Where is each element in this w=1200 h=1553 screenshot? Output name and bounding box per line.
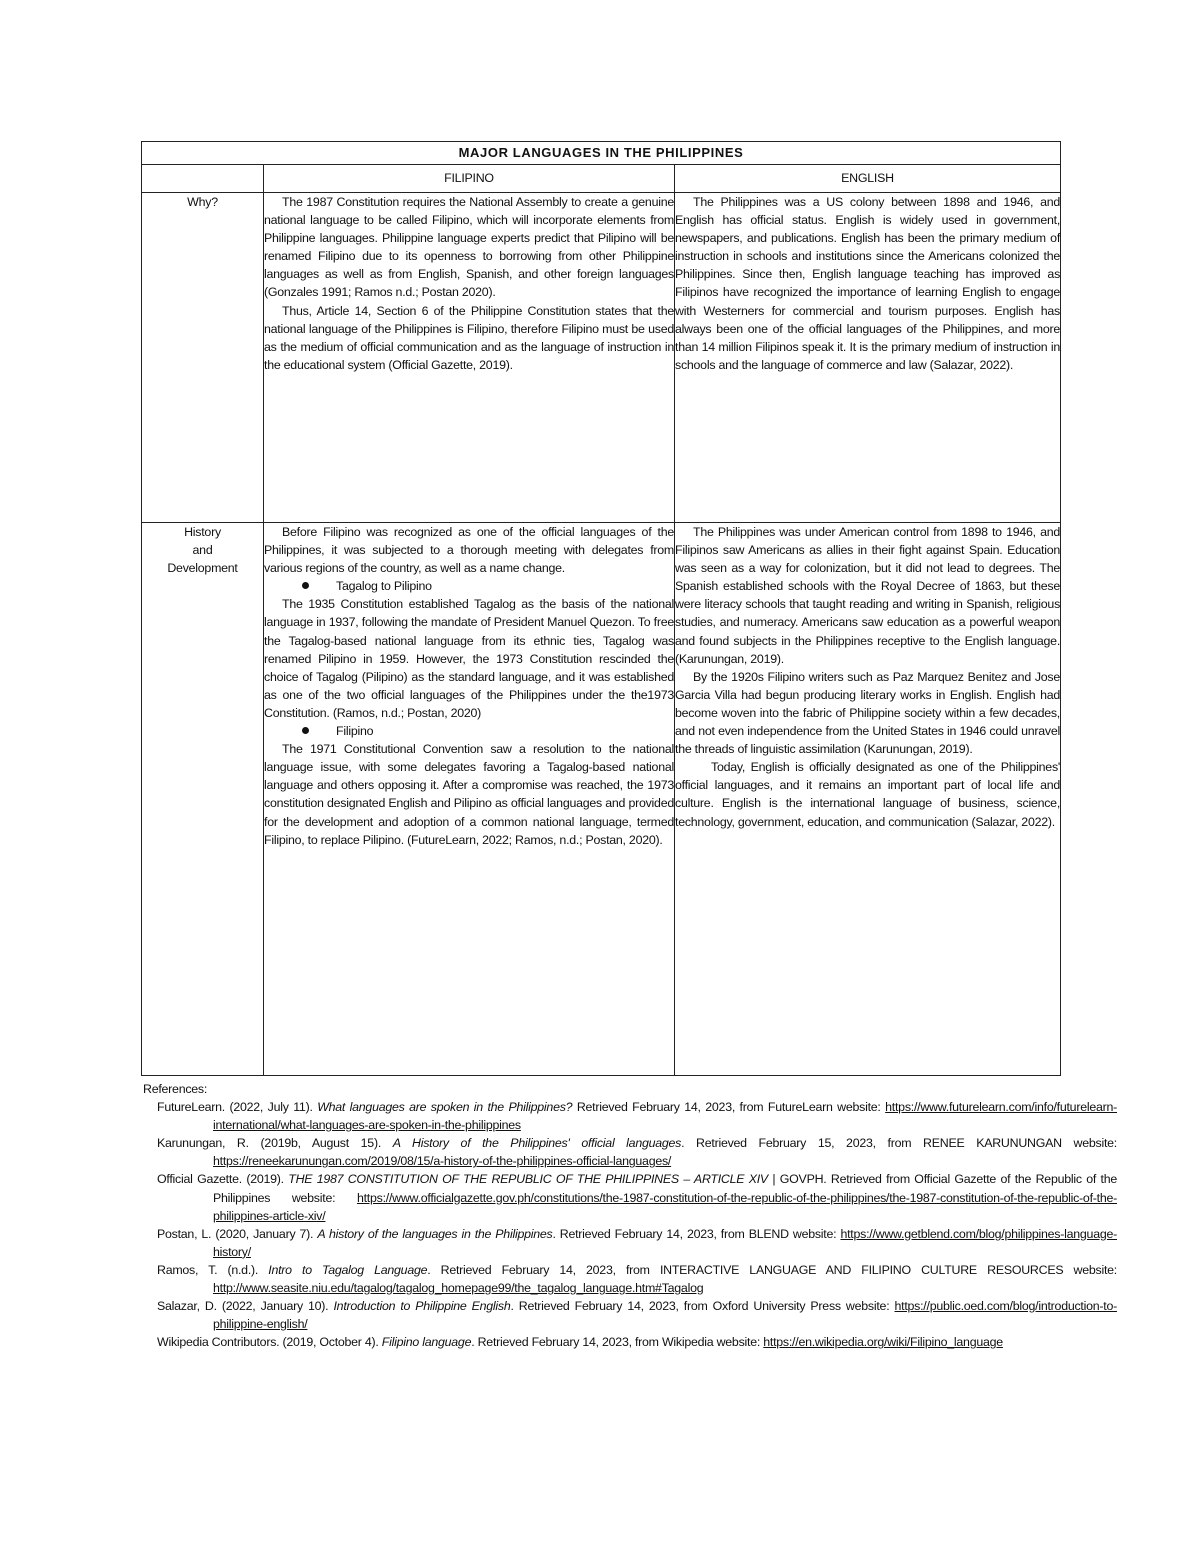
history-filipino-paragraph: The 1971 Constitutional Convention saw a resolution to the national language issue, with some delegates favoring a Tagalog-based national language and others opposing it. After a compromise was reached, the 1973 constitution designated English and Pilipino as official languages and provided for the development and adoption of a common national language, termed Filipino, to replace Pilipino. (FutureLearn, 2022; Ramos, n.d.; Postan, 2020). bbox=[264, 742, 674, 847]
reference-citation: Ramos, T. (n.d.). bbox=[157, 1262, 269, 1277]
table-row-why bbox=[142, 193, 1061, 523]
reference-title: A history of the languages in the Philippines bbox=[317, 1226, 553, 1241]
row-label-line: Development bbox=[167, 561, 238, 576]
reference-item bbox=[143, 1098, 1117, 1134]
reference-item bbox=[143, 1261, 1117, 1297]
why-filipino-cell bbox=[264, 193, 675, 523]
history-english-paragraph: The Philippines was under American control from 1898 to 1946, and Filipinos saw Americans as allies in their fight against Spain. Education was seen as a way for colonization, but it did not lead to degrees. The Spanish established schools with the Royal Decree of 1863, but these were literacy schools that taught reading and writing in Spanish, religious studies, and numeracy. Americans saw education as a powerful weapon and found subjects in the Philippines receptive to the English language. (Karunungan, 2019). bbox=[675, 525, 1061, 666]
reference-link[interactable]: https://en.wikipedia.org/wiki/Filipino_language bbox=[763, 1335, 1003, 1350]
bullet-item bbox=[264, 577, 674, 595]
reference-title: A History of the Philippines' official languages bbox=[392, 1136, 682, 1151]
reference-title: Introduction to Philippine English bbox=[333, 1299, 511, 1314]
header-english: ENGLISH bbox=[675, 165, 1061, 193]
reference-source: . Retrieved February 14, 2023, from Wikipedia website: bbox=[471, 1335, 764, 1350]
reference-citation: Official Gazette. (2019). bbox=[157, 1172, 289, 1187]
reference-source: Retrieved February 14, 2023, from FutureLearn website: bbox=[572, 1100, 886, 1115]
reference-citation: FutureLearn. (2022, July 11). bbox=[157, 1100, 318, 1115]
why-filipino-paragraph: Thus, Article 14, Section 6 of the Philippine Constitution states that the national language of the Philippines is Filipino, therefore Filipino must be used as the medium of official communication and as the language of instruction in the educational system (Official Gazette, 2019). bbox=[264, 303, 674, 372]
reference-list bbox=[143, 1098, 1117, 1351]
bullet-text: Tagalog to Pilipino bbox=[336, 579, 432, 594]
references-heading: References: bbox=[143, 1082, 208, 1096]
header-empty-cell bbox=[142, 165, 264, 193]
reference-source: | GOVPH. Retrieved from Official Gazette of the Republic of the Philippines website: bbox=[213, 1172, 1117, 1205]
history-filipino-intro: Before Filipino was recognized as one of the official languages of the Philippines, it was subjected to a thorough meeting with delegates from various regions of the country, as well as a name change. bbox=[264, 525, 674, 576]
why-filipino-paragraph: The 1987 Constitution requires the National Assembly to create a genuine national language to be called Filipino, which will incorporate elements from Philippine languages. Philippine language experts predict that Pilipino will be renamed Filipino due to its openness to borrowing from other Philippine languages as well as from English, Spanish, and other foreign languages (Gonzales 1991; Ramos n.d.; Postan 2020). bbox=[264, 195, 674, 300]
reference-link[interactable]: https://reneekarunungan.com/2019/08/15/a-history-of-the-philippines-official-languages/ bbox=[213, 1154, 672, 1169]
reference-link[interactable]: https://www.officialgazette.gov.ph/constitutions/the-1987-constitution-of-the-republic-of-the-philippines/the-1987-constitution-of-the-republic-of-the-philippines-article-xiv/ bbox=[213, 1190, 1117, 1223]
row-label-history bbox=[142, 523, 264, 1076]
reference-link[interactable]: http://www.seasite.niu.edu/tagalog/tagalog_homepage99/the_tagalog_language.htm#Tagalog bbox=[213, 1281, 704, 1296]
reference-item bbox=[143, 1225, 1117, 1261]
table-title: MAJOR LANGUAGES IN THE PHILIPPINES bbox=[142, 142, 1061, 165]
why-english-paragraph: The Philippines was a US colony between 1898 and 1946, and English has official status. English is widely used in government, newspapers, and publications. English has been the primary medium of instruction in schools and institutions since the Americans colonized the Philippines. Since then, English language teaching has improved as Filipinos have recognized the importance of learning English to engage with Westerners for commercial and tourism purposes. English has always been one of the official languages of the Philippines, and more than 14 million Filipinos speak it. It is the primary medium of instruction in schools and the language of commerce and law (Salazar, 2022). bbox=[675, 195, 1061, 372]
header-filipino: FILIPINO bbox=[264, 165, 675, 193]
why-english-cell bbox=[675, 193, 1061, 523]
reference-link[interactable]: https://www.futurelearn.com/info/futurelearn-international/what-languages-are-spoken-in-the-philippines bbox=[213, 1100, 1118, 1133]
reference-item bbox=[143, 1134, 1117, 1170]
references-section bbox=[143, 1080, 1117, 1351]
reference-citation: Karunungan, R. (2019b, August 15). bbox=[157, 1136, 393, 1151]
reference-source: . Retrieved February 14, 2023, from Oxford University Press website: bbox=[510, 1299, 895, 1314]
reference-source: . Retrieved February 15, 2023, from RENEE KARUNUNGAN website: bbox=[681, 1136, 1118, 1151]
reference-link[interactable]: https://www.getblend.com/blog/philippines-language-history/ bbox=[213, 1226, 1117, 1259]
reference-item bbox=[143, 1333, 1117, 1351]
reference-title: Filipino language bbox=[381, 1335, 472, 1350]
languages-table bbox=[141, 141, 1061, 1076]
reference-citation: Salazar, D. (2022, January 10). bbox=[157, 1299, 334, 1314]
reference-source: . Retrieved February 14, 2023, from BLEND website: bbox=[552, 1226, 841, 1241]
reference-title: THE 1987 CONSTITUTION OF THE REPUBLIC OF THE PHILIPPINES – ARTICLE XIV bbox=[288, 1172, 768, 1187]
row-label-line: and bbox=[192, 543, 213, 558]
reference-item bbox=[143, 1297, 1117, 1333]
table-row-history bbox=[142, 523, 1061, 1076]
bullet-item bbox=[264, 722, 674, 740]
reference-source: . Retrieved February 14, 2023, from INTERACTIVE LANGUAGE AND FILIPINO CULTURE RESOURCES website: bbox=[427, 1262, 1117, 1277]
reference-item bbox=[143, 1170, 1117, 1224]
history-english-cell bbox=[675, 523, 1061, 1076]
reference-link[interactable]: https://public.oed.com/blog/introduction-to-philippine-english/ bbox=[213, 1299, 1117, 1332]
reference-title: What languages are spoken in the Philippines? bbox=[317, 1100, 573, 1115]
history-filipino-paragraph: The 1935 Constitution established Tagalog as the basis of the national language in 1937, following the mandate of President Manuel Quezon. To free the Tagalog-based national language from its ethnic ties, Tagalog was renamed Pilipino in 1959. However, the 1973 Constitution rescinded the choice of Tagalog (Pilipino) as the standard language, and it was established as one of the two official languages of the Philippines under the the1973 Constitution. (Ramos, n.d.; Postan, 2020) bbox=[264, 597, 674, 720]
bullet-dot-icon bbox=[302, 727, 309, 734]
reference-citation: Wikipedia Contributors. (2019, October 4). bbox=[157, 1335, 382, 1350]
history-english-paragraph: By the 1920s Filipino writers such as Paz Marquez Benitez and Jose Garcia Villa had begun producing literary works in English. English had become woven into the fabric of Philippine society within a few decades, and not even independence from the United States in 1946 could unravel the threads of linguistic assimilation (Karunungan, 2019). bbox=[675, 669, 1061, 757]
reference-title: Intro to Tagalog Language bbox=[268, 1262, 428, 1277]
bullet-text: Filipino bbox=[336, 724, 374, 739]
reference-citation: Postan, L. (2020, January 7). bbox=[157, 1226, 318, 1241]
row-label-line: History bbox=[184, 525, 221, 539]
row-label-why: Why? bbox=[142, 193, 264, 523]
bullet-dot-icon bbox=[302, 582, 309, 589]
history-english-paragraph: Today, English is officially designated as one of the Philippines' official languages, and it remains an important part of local life and culture. English is the international language of business, science, technology, government, education, and communication (Salazar, 2022). bbox=[675, 760, 1061, 829]
history-filipino-cell bbox=[264, 523, 675, 1076]
